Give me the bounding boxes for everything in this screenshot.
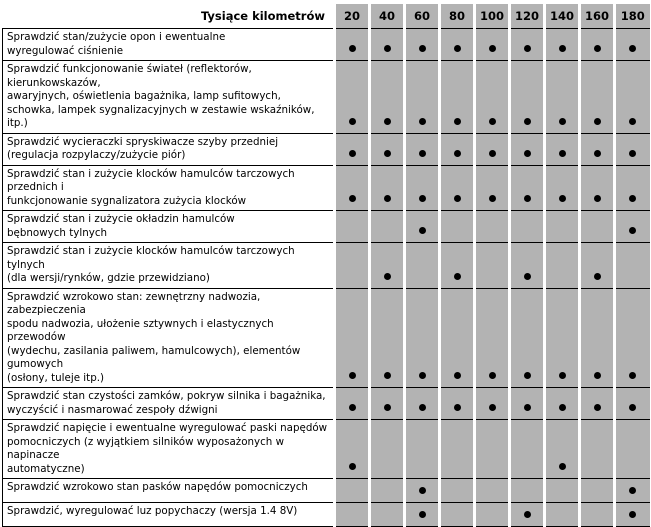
- bullet-icon: [594, 404, 601, 411]
- interval-cell: [580, 420, 615, 479]
- task-cell: [3, 479, 335, 503]
- interval-cell: [580, 133, 615, 165]
- interval-cell: [335, 388, 370, 420]
- interval-cell: [335, 29, 370, 61]
- bullet-icon: [384, 118, 391, 125]
- bullet-icon: [594, 273, 601, 280]
- bullet-icon: [419, 372, 426, 379]
- km-header: 40: [370, 4, 405, 29]
- interval-cell: [440, 29, 475, 61]
- interval-cell: [440, 211, 475, 243]
- interval-cell: [335, 211, 370, 243]
- bullet-icon: [524, 45, 531, 52]
- interval-cell: [545, 243, 580, 289]
- interval-cell: [545, 211, 580, 243]
- interval-cell: [545, 133, 580, 165]
- bullet-icon: [629, 227, 636, 234]
- bullet-icon: [594, 45, 601, 52]
- bullet-icon: [419, 45, 426, 52]
- interval-cell: [615, 29, 650, 61]
- bullet-icon: [629, 372, 636, 379]
- bullet-icon: [629, 404, 636, 411]
- bullet-icon: [629, 487, 636, 494]
- interval-cell: [440, 288, 475, 388]
- interval-cell: [370, 288, 405, 388]
- bullet-icon: [559, 372, 566, 379]
- bullet-icon: [489, 45, 496, 52]
- bullet-icon: [559, 463, 566, 470]
- bullet-icon: [454, 195, 461, 202]
- table-row: [3, 388, 650, 420]
- bullet-icon: [419, 404, 426, 411]
- bullet-icon: [524, 511, 531, 518]
- bullet-icon: [349, 463, 356, 470]
- task-line: Sprawdzić stan/zużycie opon i ewentualne: [7, 31, 226, 43]
- table-row: [3, 479, 650, 503]
- km-header: 20: [335, 4, 370, 29]
- task-line: Sprawdzić wzrokowo stan pasków napędów pomocniczych: [7, 481, 308, 493]
- task-line: wyczyścić i nasmarować zespoły dźwigni: [7, 403, 218, 416]
- bullet-icon: [524, 404, 531, 411]
- bullet-icon: [489, 150, 496, 157]
- km-header: 120: [510, 4, 545, 29]
- interval-cell: [615, 211, 650, 243]
- table-row: [3, 243, 650, 289]
- interval-cell: [510, 133, 545, 165]
- bullet-icon: [419, 195, 426, 202]
- interval-cell: [580, 503, 615, 527]
- task-line: (osłony, tuleje itp.): [7, 371, 105, 384]
- task-line: schowka, lampek sygnalizacyjnych w zestawie wskaźników, itp.): [7, 103, 315, 129]
- interval-cell: [370, 211, 405, 243]
- bullet-icon: [524, 150, 531, 157]
- interval-cell: [615, 288, 650, 388]
- interval-cell: [545, 61, 580, 134]
- bullet-icon: [384, 150, 391, 157]
- bullet-icon: [349, 372, 356, 379]
- km-header: 160: [580, 4, 615, 29]
- interval-cell: [370, 243, 405, 289]
- bullet-icon: [559, 150, 566, 157]
- interval-cell: [440, 61, 475, 134]
- bullet-icon: [594, 118, 601, 125]
- km-header: 140: [545, 4, 580, 29]
- interval-cell: [475, 165, 510, 211]
- task-line: Sprawdzić wycieraczki spryskiwacze szyby przedniej: [7, 135, 279, 148]
- interval-cell: [335, 288, 370, 388]
- bullet-icon: [454, 372, 461, 379]
- maintenance-schedule-table: [2, 4, 650, 527]
- table-row: [3, 29, 650, 61]
- task-line: pomocniczych (z wyjątkiem silników wyposażonych w napinacze: [7, 435, 285, 461]
- bullet-icon: [349, 45, 356, 52]
- interval-cell: [615, 133, 650, 165]
- interval-cell: [440, 420, 475, 479]
- task-line: Sprawdzić stan i zużycie klocków hamulców tarczowych tylnych: [7, 245, 295, 271]
- bullet-icon: [349, 150, 356, 157]
- interval-cell: [580, 61, 615, 134]
- interval-cell: [545, 420, 580, 479]
- km-header: 80: [440, 4, 475, 29]
- interval-cell: [475, 61, 510, 134]
- table-row: [3, 211, 650, 243]
- bullet-icon: [489, 372, 496, 379]
- interval-cell: [370, 133, 405, 165]
- interval-cell: [510, 288, 545, 388]
- task-cell: [3, 243, 335, 289]
- interval-cell: [580, 288, 615, 388]
- interval-cell: [545, 479, 580, 503]
- interval-cell: [370, 420, 405, 479]
- task-line: Sprawdzić wzrokowo stan: zewnętrzny nadwozia, zabezpieczenia: [7, 290, 261, 316]
- bullet-icon: [349, 118, 356, 125]
- bullet-icon: [454, 150, 461, 157]
- bullet-icon: [384, 372, 391, 379]
- column-title: Tysiące kilometrów: [3, 4, 335, 29]
- bullet-icon: [559, 118, 566, 125]
- interval-cell: [440, 165, 475, 211]
- interval-cell: [475, 479, 510, 503]
- task-line: funkcjonowanie sygnalizatora zużycia klocków: [7, 194, 247, 207]
- bullet-icon: [419, 118, 426, 125]
- interval-cell: [440, 133, 475, 165]
- bullet-icon: [349, 404, 356, 411]
- interval-cell: [475, 288, 510, 388]
- interval-cell: [335, 420, 370, 479]
- interval-cell: [405, 503, 440, 527]
- task-line: (dla wersji/rynków, gdzie przewidziano): [7, 272, 210, 284]
- bullet-icon: [629, 150, 636, 157]
- interval-cell: [615, 61, 650, 134]
- interval-cell: [370, 388, 405, 420]
- task-line: wyregulować ciśnienie: [7, 44, 124, 57]
- table-row: [3, 165, 650, 211]
- interval-cell: [580, 479, 615, 503]
- bullet-icon: [384, 195, 391, 202]
- bullet-icon: [384, 404, 391, 411]
- task-line: Sprawdzić stan i zużycie klocków hamulców tarczowych przednich i: [7, 167, 295, 193]
- bullet-icon: [454, 404, 461, 411]
- bullet-icon: [384, 45, 391, 52]
- task-line: spodu nadwozia, ułożenie sztywnych i elastycznych przewodów: [7, 317, 274, 343]
- task-line: bębnowych tylnych: [7, 226, 108, 239]
- bullet-icon: [349, 195, 356, 202]
- interval-cell: [405, 388, 440, 420]
- interval-cell: [475, 243, 510, 289]
- bullet-icon: [489, 195, 496, 202]
- interval-cell: [370, 165, 405, 211]
- interval-cell: [370, 503, 405, 527]
- interval-cell: [510, 61, 545, 134]
- table-row: [3, 61, 650, 134]
- km-header: 60: [405, 4, 440, 29]
- interval-cell: [615, 479, 650, 503]
- bullet-icon: [524, 195, 531, 202]
- interval-cell: [615, 165, 650, 211]
- bullet-icon: [454, 273, 461, 280]
- interval-cell: [510, 29, 545, 61]
- table-row: [3, 288, 650, 388]
- interval-cell: [405, 29, 440, 61]
- interval-cell: [370, 29, 405, 61]
- task-cell: [3, 29, 335, 61]
- interval-cell: [615, 420, 650, 479]
- interval-cell: [370, 61, 405, 134]
- task-line: automatyczne): [7, 462, 85, 475]
- bullet-icon: [419, 511, 426, 518]
- task-cell: [3, 420, 335, 479]
- interval-cell: [370, 479, 405, 503]
- interval-cell: [510, 165, 545, 211]
- task-cell: [3, 503, 335, 527]
- bullet-icon: [594, 150, 601, 157]
- task-line: (wydechu, zasilania paliwem, hamulcowych), elementów gumowych: [7, 344, 301, 370]
- interval-cell: [335, 243, 370, 289]
- table-row: [3, 420, 650, 479]
- task-line: Sprawdzić napięcie i ewentualne wyregulować paski napędów: [7, 422, 328, 434]
- task-cell: [3, 133, 335, 165]
- bullet-icon: [419, 487, 426, 494]
- bullet-icon: [384, 273, 391, 280]
- interval-cell: [580, 211, 615, 243]
- task-line: Sprawdzić, wyregulować luz popychaczy (wersja 1.4 8V): [7, 505, 298, 517]
- interval-cell: [615, 388, 650, 420]
- interval-cell: [475, 133, 510, 165]
- interval-cell: [475, 211, 510, 243]
- interval-cell: [580, 388, 615, 420]
- bullet-icon: [559, 195, 566, 202]
- bullet-icon: [524, 273, 531, 280]
- task-line: Sprawdzić stan czystości zamków, pokryw silnika i bagażnika,: [7, 390, 326, 402]
- interval-cell: [335, 61, 370, 134]
- km-header: 100: [475, 4, 510, 29]
- bullet-icon: [629, 45, 636, 52]
- interval-cell: [580, 243, 615, 289]
- interval-cell: [545, 288, 580, 388]
- bullet-icon: [629, 195, 636, 202]
- bullet-icon: [419, 227, 426, 234]
- bullet-icon: [559, 45, 566, 52]
- interval-cell: [510, 211, 545, 243]
- interval-cell: [580, 29, 615, 61]
- interval-cell: [510, 243, 545, 289]
- interval-cell: [405, 420, 440, 479]
- interval-cell: [475, 503, 510, 527]
- interval-cell: [440, 503, 475, 527]
- interval-cell: [475, 420, 510, 479]
- interval-cell: [440, 243, 475, 289]
- task-line: Sprawdzić stan i zużycie okładzin hamulców: [7, 213, 235, 225]
- bullet-icon: [524, 372, 531, 379]
- task-cell: [3, 61, 335, 134]
- interval-cell: [545, 165, 580, 211]
- interval-cell: [615, 243, 650, 289]
- interval-cell: [335, 165, 370, 211]
- interval-cell: [405, 211, 440, 243]
- interval-cell: [510, 420, 545, 479]
- interval-cell: [440, 388, 475, 420]
- bullet-icon: [454, 45, 461, 52]
- bullet-icon: [419, 150, 426, 157]
- interval-cell: [405, 61, 440, 134]
- bullet-icon: [629, 118, 636, 125]
- km-header: 180: [615, 4, 650, 29]
- interval-cell: [510, 479, 545, 503]
- interval-cell: [440, 479, 475, 503]
- interval-cell: [405, 165, 440, 211]
- interval-cell: [545, 503, 580, 527]
- bullet-icon: [524, 118, 531, 125]
- header-row: [3, 4, 650, 29]
- interval-cell: [405, 288, 440, 388]
- interval-cell: [335, 133, 370, 165]
- task-line: (regulacja rozpylaczy/zużycie piór): [7, 149, 186, 161]
- task-cell: [3, 288, 335, 388]
- interval-cell: [615, 503, 650, 527]
- interval-cell: [475, 388, 510, 420]
- interval-cell: [405, 243, 440, 289]
- bullet-icon: [594, 372, 601, 379]
- interval-cell: [475, 29, 510, 61]
- bullet-icon: [489, 404, 496, 411]
- interval-cell: [545, 388, 580, 420]
- bullet-icon: [489, 118, 496, 125]
- interval-cell: [510, 388, 545, 420]
- task-cell: [3, 165, 335, 211]
- interval-cell: [335, 479, 370, 503]
- task-cell: [3, 388, 335, 420]
- interval-cell: [580, 165, 615, 211]
- table-row: [3, 503, 650, 527]
- interval-cell: [545, 29, 580, 61]
- bullet-icon: [629, 511, 636, 518]
- task-cell: [3, 211, 335, 243]
- task-line: awaryjnych, oświetlenia bagażnika, lamp sufitowych,: [7, 90, 281, 102]
- interval-cell: [510, 503, 545, 527]
- task-line: Sprawdzić funkcjonowanie świateł (reflektorów, kierunkowskazów,: [7, 63, 252, 89]
- bullet-icon: [559, 404, 566, 411]
- bullet-icon: [454, 118, 461, 125]
- table-row: [3, 133, 650, 165]
- bullet-icon: [594, 195, 601, 202]
- interval-cell: [405, 479, 440, 503]
- interval-cell: [405, 133, 440, 165]
- interval-cell: [335, 503, 370, 527]
